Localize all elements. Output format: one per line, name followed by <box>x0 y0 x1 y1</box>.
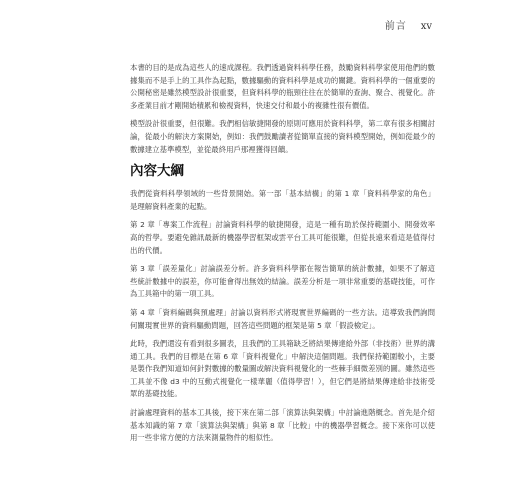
running-head <box>385 17 432 32</box>
paragraph: 本書的目的是成為這些人的速成課程。我們透過資料科學任務，鼓勵資料科學家使用他們的數據集而不是手上的工具作為起點，數據驅動的資料科學是成功的關鍵。資料科學的一個重要的公開秘密是雖然模型設計很重要，但資料科學的瓶頸往往在於簡單的查詢、聚合、視覺化。許多產業目前才剛開始積累和檢視資料，快速交付和最小的複雜性很有價值。 <box>130 63 435 110</box>
body-text <box>130 62 435 451</box>
section-title: 前言 <box>384 21 407 32</box>
paragraph: 我們從資料科學領域的一些背景開始。第一部「基本結構」的第 1 章「資料科學家的角色」是理解資料產業的起點。 <box>130 189 435 211</box>
section-heading: 內容大綱 <box>130 163 184 180</box>
paragraph: 第 3 章「誤差量化」討論誤差分析。許多資料科學都在報告簡單的統計數據，如果不了解這些統計數據中的誤差，你可能會得出無效的結論。誤差分析是一項非常重要的基礎技能，可作為工具箱中的第一項工具。 <box>130 264 435 299</box>
page-number: xv <box>420 21 432 32</box>
paragraph: 討論處理資料的基本工具後，接下來在第二部「演算法與架構」中討論進階概念。首先是介紹基本知識的第 7 章「演算法與架構」與第 8 章「比較」中的機器學習概念。接下來你可以使用一些非常方便的方法來測量物件的相似性。 <box>130 408 435 443</box>
paragraph: 模型設計很重要，但很難。我們相信敏捷開發的原則可應用於資料科學，第二章有很多相關討論，從最小的解決方案開始，例如：我們鼓勵讀者從簡單直接的資料模型開始，例如從最少的數據建立基準模型，並從最終用戶那裡獲得回饋。 <box>130 119 435 154</box>
paragraph: 此時，我們還沒有看到很多圖表，且我們的工具箱缺乏將結果傳達給外部（非技術）世界的溝通工具。我們的目標是在第 6 章「資料視覺化」中解決這個問題。我們保持範圍較小，主要是製作我們知道如何針對數據的數量圖或解決資料視覺化的一些棘手細微差別的圖。雖然這些工具並不像 d3 中的互動式視覺化一樣華麗（值得學習！），但它們是將結果傳達給非技術受眾的基礎技能。 <box>130 339 435 399</box>
paragraph: 第 4 章「資料編碼與預處理」討論以資料形式將現實世界編碼的一些方法。這導致我們詢問何關現實世界的資料驅動問題，回答這些問題的框架是第 5 章「假設檢定」。 <box>130 307 435 330</box>
paragraph: 第 2 章「專案工作流程」討論資料科學的敏捷開發，這是一種有助於保持範圍小、開發效率高的哲學。要避免雜訊最新的機器學習框架或雲平台工具可能很難，但從長遠來看這是值得付出的代價。 <box>130 220 435 255</box>
